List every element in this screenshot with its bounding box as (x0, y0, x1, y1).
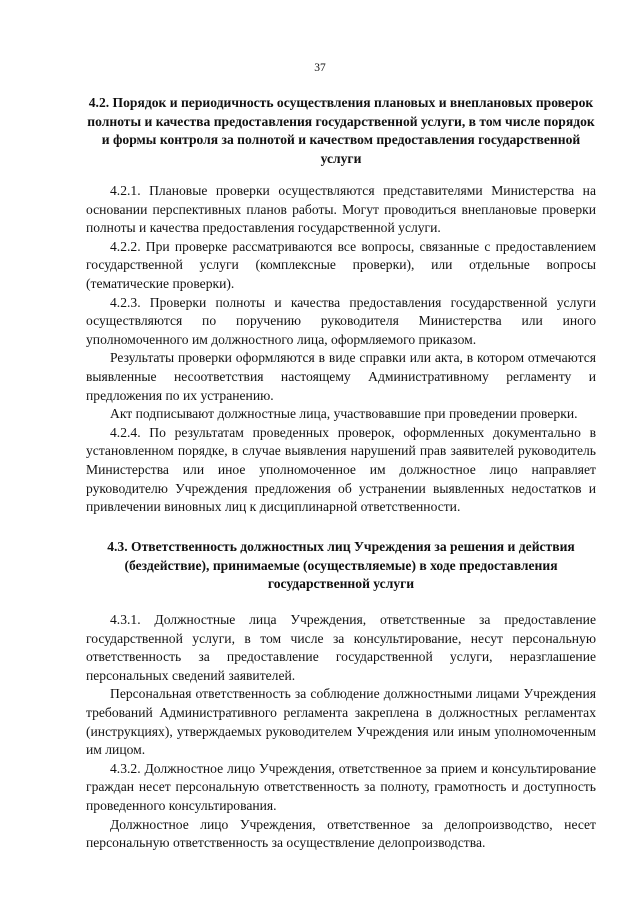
paragraph-4-2-2: 4.2.2. При проверке рассматриваются все вопросы, связанные с предоставлением государственной услуги (комплексные проверки), или отдельные вопросы (тематические проверки). (86, 238, 596, 291)
section-4-3-body (86, 611, 596, 853)
section-4-3-title: 4.3. Ответственность должностных лиц Учреждения за решения и действия (бездействие), принимаемые (осуществляемые) в ходе предоставления государственной услуги (107, 539, 575, 592)
paragraph-4-2-3: 4.2.3. Проверки полноты и качества предоставления государственной услуги осуществляются по поручению руководителя Министерства или иного уполномоченного им должностного лица, оформляемого приказом. (86, 294, 596, 347)
paragraph-4-2-1: 4.2.1. Плановые проверки осуществляются представителями Министерства на основании перспективных планов работы. Могут проводиться внеплановые проверки полноты и качества предоставления государственной услуги. (86, 183, 596, 236)
page-number: 37 (314, 62, 326, 74)
paragraph-4-2-4: 4.2.4. По результатам проведенных проверок, оформленных документально в установленном порядке, в случае выявления нарушений прав заявителей руководитель Министерства или иное уполномоченное им должностное лицо направляет руководителю Учреждения предложения об устранении выявленных недостатков и привлечении виновных лиц к дисциплинарной ответственности. (86, 424, 596, 515)
section-4-2-title: 4.2. Порядок и периодичность осуществления плановых и внеплановых проверок полноты и качества предоставления государственной услуги, в том числе порядок и формы контроля за полнотой и качеством предоставления государственной услуги (87, 95, 595, 166)
paragraph-results: Результаты проверки оформляются в виде справки или акта, в котором отмечаются выявленные несоответствия настоящему Административному регламенту и предложения по их устранению. (86, 350, 596, 403)
paragraph-personal-responsibility: Персональная ответственность за соблюдение должностными лицами Учреждения требований Административного регламента закреплена в должностных регламентах (инструкциях), утверждаемых руководителем Учреждения или иным уполномоченным им лицом. (86, 686, 596, 758)
section-4-2-body (86, 182, 596, 517)
paragraph-4-3-1: 4.3.1. Должностные лица Учреждения, ответственные за предоставление государственной услуги, в том числе за консультирование, несут персональную ответственность за предоставление государственной услуги, неразглашение персональных сведений заявителей. (86, 612, 596, 683)
paragraph-act: Акт подписывают должностные лица, участвовавшие при проведении проверки. (110, 406, 578, 422)
paragraph-4-3-2: 4.3.2. Должностное лицо Учреждения, ответственное за прием и консультирование граждан несет персональную ответственность за полноту, грамотность и доступность проведенного консультирования. (86, 760, 596, 813)
paragraph-records-officer: Должностное лицо Учреждения, ответственное за делопроизводство, несет персональную ответственность за осуществление делопроизводства. (86, 816, 596, 851)
